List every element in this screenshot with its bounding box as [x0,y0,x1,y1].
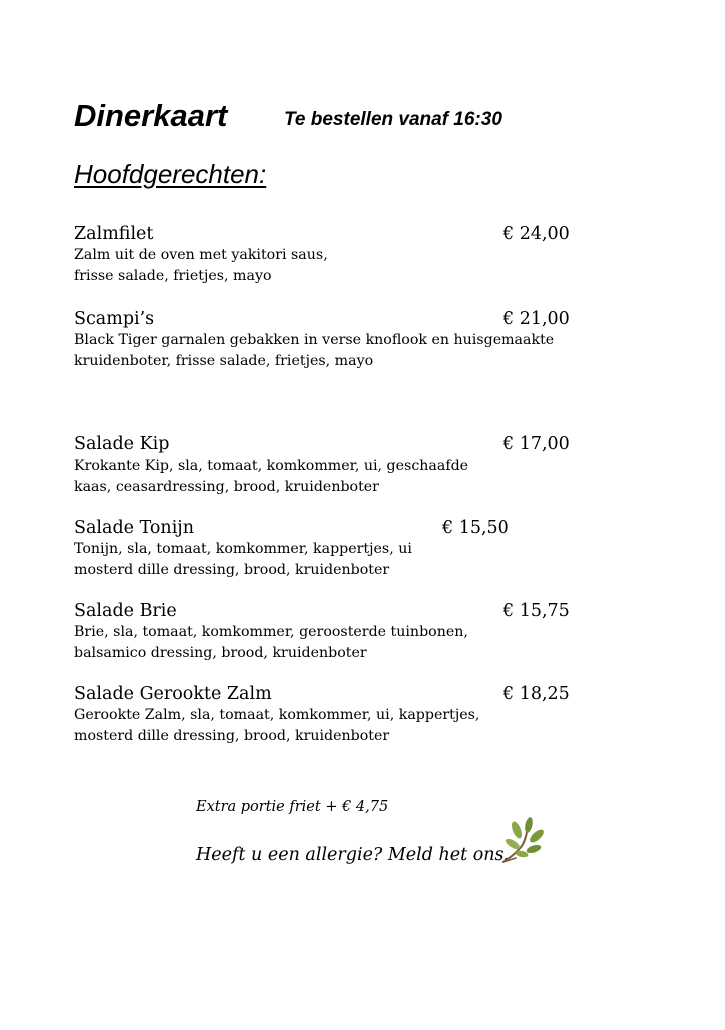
section-heading-main-courses: Hoofdgerechten: [74,159,267,189]
menu-item-description: frisse salade, frietjes, mayo [74,268,272,284]
menu-item-name: Salade Gerookte Zalm [74,684,272,704]
menu-item-name: Scampi’s [74,309,155,329]
menu-item-description: Black Tiger garnalen gebakken in verse knoflook en huisgemaakte [74,332,555,348]
menu-item-name: Salade Tonijn [74,518,194,538]
allergy-notice: Heeft u een allergie? Meld het ons. [196,845,510,865]
menu-item-description: Tonijn, sla, tomaat, komkommer, kappertjes, ui [74,541,412,557]
menu-item-description: mosterd dille dressing, brood, kruidenboter [74,728,390,744]
menu-item-price: € 24,00 [503,224,570,244]
menu-item-price: € 17,00 [503,434,570,454]
menu-item-name: Salade Kip [74,434,170,454]
menu-item-description: mosterd dille dressing, brood, kruidenboter [74,562,390,578]
menu-item-price: € 18,25 [503,684,570,704]
menu-item-description: kaas, ceasardressing, brood, kruidenboter [74,479,379,495]
menu-item-price: € 21,00 [503,309,570,329]
menu-item-name: Zalmfilet [74,224,154,244]
menu-item-description: Zalm uit de oven met yakitori saus, [74,247,328,263]
menu-item-description: balsamico dressing, brood, kruidenboter [74,645,367,661]
menu-item-price: € 15,75 [503,601,570,621]
menu-item-description: Brie, sla, tomaat, komkommer, geroosterde tuinbonen, [74,624,468,640]
menu-item-description: Gerookte Zalm, sla, tomaat, komkommer, ui, kappertjes, [74,707,480,723]
menu-item-description: kruidenboter, frisse salade, frietjes, mayo [74,353,374,369]
order-time-note: Te bestellen vanaf 16:30 [284,109,502,130]
menu-item-price: € 15,50 [442,518,509,538]
page-title: Dinerkaart [74,98,228,133]
olive-branch-icon [500,816,546,866]
menu-item-name: Salade Brie [74,601,177,621]
extra-fries-note: Extra portie friet + € 4,75 [196,799,389,815]
menu-item-description: Krokante Kip, sla, tomaat, komkommer, ui, geschaafde [74,458,469,474]
